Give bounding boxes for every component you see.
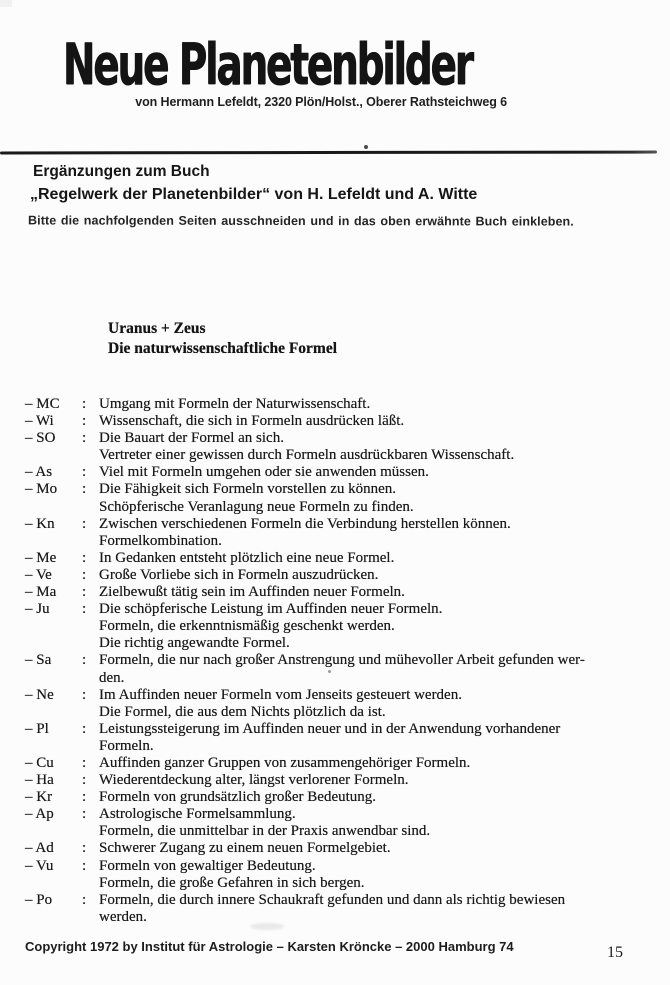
entry-line: Große Vorliebe sich in Formeln auszudrücken. (99, 566, 379, 583)
entry-colon: : (82, 720, 87, 737)
entry-colon: : (82, 686, 87, 703)
list-entry-ve (25, 567, 650, 584)
entry-text (99, 430, 650, 464)
entry-text (99, 806, 650, 840)
entry-line: Formeln, die große Gefahren in sich bergen. (99, 874, 365, 891)
entry-text (99, 892, 650, 926)
list-entry-ap (25, 806, 650, 840)
entry-line: Formeln, die unmittelbar in der Praxis anwendbar sind. (99, 823, 431, 840)
entry-line: Formeln, die durch innere Schaukraft gefunden und dann als richtig bewiesen (99, 891, 566, 908)
entry-colon: : (82, 772, 87, 789)
entry-text (99, 755, 650, 772)
horizontal-rule (0, 151, 657, 155)
entry-line: Umgang mit Formeln der Naturwissenschaft. (99, 396, 371, 412)
entry-label: – Ne (25, 686, 54, 703)
entry-colon: : (82, 413, 87, 430)
entry-line: Wiederentdeckung alter, längst verlorener Formeln. (99, 772, 409, 789)
entry-colon: : (82, 754, 87, 771)
entry-line: Formeln. (99, 737, 154, 754)
entry-line: Formelkombination. (99, 532, 222, 549)
entry-line: Vertreter einer gewissen durch Formeln ausdrückbaren Wissenschaft. (99, 447, 515, 464)
list-entry-ju (25, 601, 650, 652)
list-entry-sa (25, 652, 650, 686)
entry-text (99, 516, 650, 550)
entry-text (99, 789, 650, 806)
entry-line: Auffinden ganzer Gruppen von zusammengehöriger Formeln. (99, 754, 471, 771)
entry-colon: : (82, 857, 87, 874)
list-entry-so (25, 430, 650, 464)
entry-colon: : (82, 789, 87, 806)
entry-colon: : (82, 549, 87, 566)
entry-text (99, 413, 650, 430)
formula-list (25, 396, 650, 926)
entry-text (99, 481, 650, 515)
entry-line: Viel mit Formeln umgehen oder sie anwenden müssen. (99, 464, 429, 481)
entry-label: – Kn (25, 515, 55, 532)
entry-line: werden. (99, 908, 147, 925)
entry-line: Die schöpferische Leistung im Auffinden neuer Formeln. (99, 601, 443, 618)
entry-colon: : (82, 396, 87, 412)
list-entry-ad (25, 840, 650, 857)
entry-colon: : (82, 806, 87, 823)
list-entry-kr (25, 789, 650, 806)
entry-label: – Cu (25, 754, 54, 771)
entry-line: Leistungssteigerung im Auffinden neuer und in der Anwendung vorhandener (99, 720, 561, 737)
entry-text (99, 601, 650, 652)
section-title-line2: Die naturwissenschaftliche Formel (108, 340, 338, 357)
entry-label: – Ad (25, 840, 54, 857)
entry-line: Astrologische Formelsammlung. (99, 806, 296, 823)
entry-label: – Kr (25, 789, 53, 806)
entry-text (99, 652, 650, 686)
entry-text (99, 840, 650, 857)
entry-line: Zielbewußt tätig sein im Auffinden neuer Formeln. (99, 584, 405, 601)
list-entry-as (25, 464, 650, 481)
entry-label: – Ma (25, 584, 57, 601)
entry-label: – SO (25, 430, 56, 447)
list-entry-me (25, 550, 650, 567)
entry-label: – Ju (25, 601, 50, 618)
entry-colon: : (82, 601, 87, 618)
intro-heading-line1: Ergänzungen zum Buch (33, 163, 210, 180)
entry-line: In Gedanken entsteht plötzlich eine neue Formel. (99, 549, 395, 566)
entry-colon: : (82, 464, 87, 481)
entry-label: – Me (25, 549, 57, 566)
entry-label: – Mo (25, 481, 58, 498)
section-title-line1: Uranus + Zeus (108, 320, 206, 337)
entry-colon: : (82, 515, 87, 532)
entry-line: Zwischen verschiedenen Formeln die Verbindung herstellen können. (99, 515, 511, 532)
entry-label: – Ve (25, 566, 52, 583)
list-entry-kn (25, 516, 650, 550)
entry-line: Formeln, die nur nach großer Anstrengung und mühevoller Arbeit gefunden wer- (99, 652, 585, 669)
entry-text (99, 687, 650, 721)
entry-line: Die Fähigkeit sich Formeln vorstellen zu können. (99, 481, 397, 498)
list-entry-wi (25, 413, 650, 430)
entry-label: – As (25, 464, 53, 481)
list-entry-ha (25, 772, 650, 789)
entry-line: Schöpferische Veranlagung neue Formeln zu finden. (99, 498, 414, 515)
entry-colon: : (82, 891, 87, 908)
entry-colon: : (82, 840, 87, 857)
scan-artifact-smudge (250, 923, 284, 930)
list-entry-cu (25, 755, 650, 772)
entry-colon: : (82, 652, 87, 669)
section-title (108, 319, 337, 359)
list-entry-vu (25, 858, 650, 892)
list-entry-ne (25, 687, 650, 721)
entry-line: Die Formel, die aus dem Nichts plötzlich da ist. (99, 703, 386, 720)
entry-colon: : (82, 481, 87, 498)
entry-line: Die Bauart der Formel an sich. (99, 430, 284, 447)
entry-text (99, 550, 650, 567)
entry-text (99, 721, 650, 755)
entry-text (99, 567, 650, 584)
entry-label: – Sa (25, 652, 52, 669)
entry-line: Schwerer Zugang zu einem neuen Formelgebiet. (99, 840, 391, 857)
entry-text (99, 772, 650, 789)
entry-line: Formeln von gewaltiger Bedeutung. (99, 857, 316, 874)
list-entry-mo (25, 481, 650, 515)
entry-label: – Po (25, 891, 53, 908)
entry-text (99, 464, 650, 481)
list-entry-mc (25, 396, 650, 413)
list-entry-po (25, 892, 650, 926)
entry-label: – MC (25, 396, 60, 412)
entry-label: – Wi (25, 413, 54, 430)
entry-colon: : (82, 430, 87, 447)
scan-artifact-corner (0, 0, 12, 7)
entry-line: Im Auffinden neuer Formeln vom Jenseits gesteuert werden. (99, 686, 462, 703)
entry-label: – Pl (25, 720, 49, 737)
footer-copyright: Copyright 1972 by Institut für Astrologie – Karsten Kröncke – 2000 Hamburg 74 (25, 939, 514, 954)
page-number: 15 (607, 944, 623, 961)
entry-text (99, 396, 650, 413)
list-entry-pl (25, 721, 650, 755)
entry-label: – Ap (25, 806, 54, 823)
entry-colon: : (82, 584, 87, 601)
entry-label: – Ha (25, 772, 54, 789)
entry-text (99, 858, 650, 892)
list-entry-ma (25, 584, 650, 601)
scan-artifact-speck (328, 670, 331, 673)
entry-line: den. (99, 669, 125, 686)
masthead-title: Neue Planetenbilder (63, 32, 472, 98)
scan-artifact-dot (364, 145, 368, 149)
entry-text (99, 584, 650, 601)
entry-label: – Vu (25, 857, 54, 874)
intro-heading-line2: „Regelwerk der Planetenbilder“ von H. Lefeldt und A. Witte (30, 186, 478, 203)
entry-line: Die richtig angewandte Formel. (99, 635, 290, 652)
masthead-byline: von Hermann Lefeldt, 2320 Plön/Holst., Oberer Rathsteichweg 6 (135, 95, 507, 109)
entry-line: Wissenschaft, die sich in Formeln ausdrücken läßt. (99, 413, 405, 430)
entry-colon: : (82, 566, 87, 583)
entry-line: Formeln von grundsätzlich großer Bedeutung. (99, 789, 377, 806)
intro-note: Bitte die nachfolgenden Seiten ausschneiden und in das oben erwähnte Buch einkleben. (27, 213, 574, 229)
entry-line: Formeln, die erkenntnismäßig geschenkt werden. (99, 618, 395, 635)
